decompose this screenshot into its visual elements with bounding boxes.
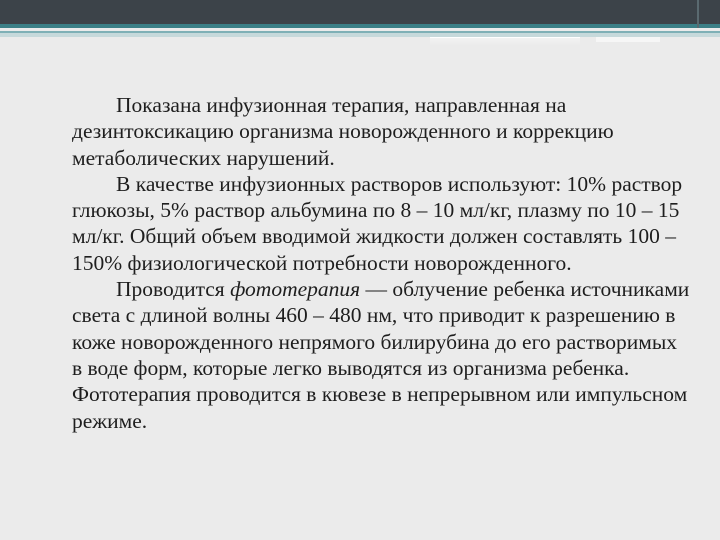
phototherapy-description: — облучение ребенка источниками света с длиной волны 460 – 480 нм, что приводит к разрешению в коже новорожденного непрямого билирубина до его растворимых в воде форм, которые легко выводятся из организма ребенка. Фототерапия проводится в кювезе в непрерывном или импульсном режиме. [72, 277, 690, 433]
header-divider [697, 0, 699, 28]
slide-body [72, 92, 692, 434]
paragraph-infusion-solutions: В качестве инфузионных растворов используют: 10% раствор глюкозы, 5% раствор альбумина по 8 – 10 мл/кг, плазму по 10 – 15 мл/кг. Общий объем вводимой жидкости должен составлять 100 – 150% физиологической потребности новорожденного. [72, 171, 683, 275]
phototherapy-term: фототерапия [230, 277, 361, 302]
header-dark-band [0, 0, 720, 24]
header-accent-small [596, 37, 660, 42]
header-accent [430, 37, 580, 46]
paragraph-phototherapy [72, 276, 692, 434]
paragraph-infusion-therapy: Показана инфузионная терапия, направленная на дезинтоксикацию организма новорожденного и коррекцию метаболических нарушений. [72, 93, 614, 170]
header-teal-band [0, 24, 720, 28]
phototherapy-intro: Проводится [116, 277, 231, 302]
